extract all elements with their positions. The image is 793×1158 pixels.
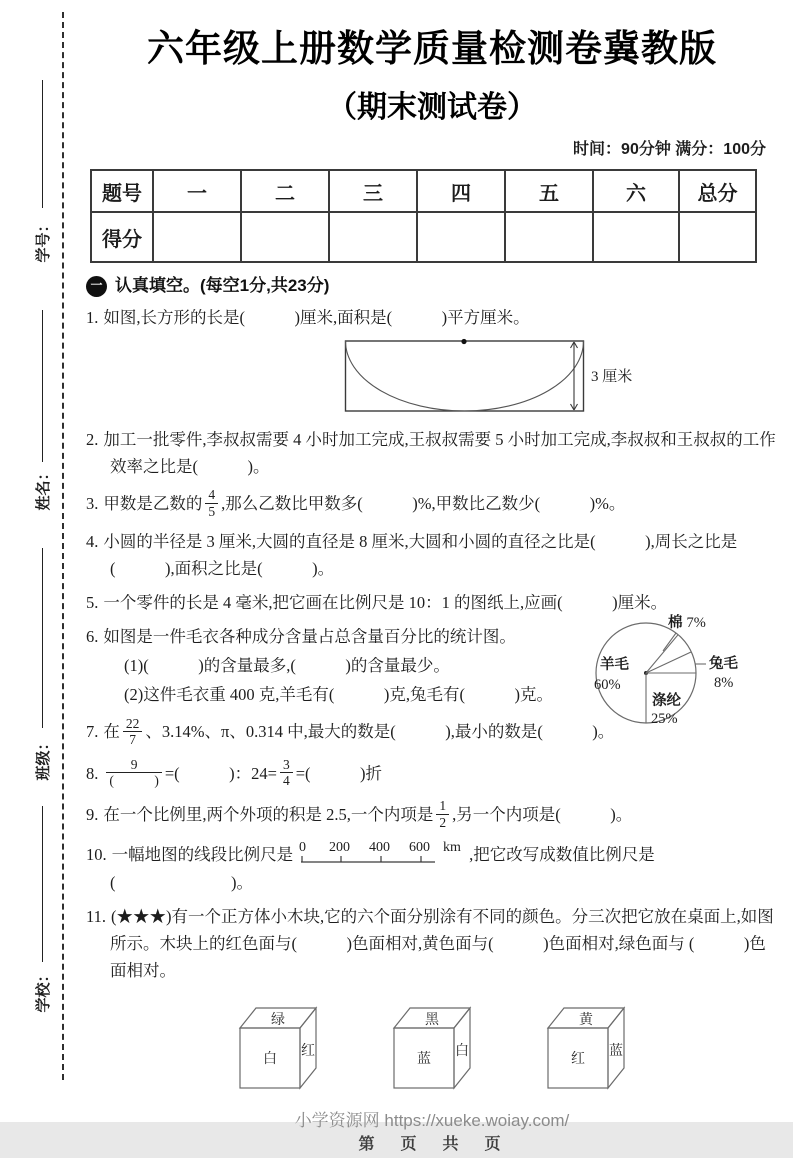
question-1-number: 1. (86, 308, 99, 328)
cube1-front-label: 白 (263, 1052, 277, 1068)
q1-rectangle-figure (344, 337, 656, 419)
cube1-top-label: 绿 (271, 1013, 285, 1029)
score-cell (241, 212, 329, 262)
question-1-text: 如图,长方形的长是( )厘米,面积是( )平方厘米。 (103, 308, 530, 328)
class-label: 班级： (36, 735, 52, 781)
student-id-blank-line (42, 80, 43, 208)
pie-value-rabbit: 8% (714, 675, 734, 692)
footer-site-text: 小学资源网 https://xueke.woiay.com/ (294, 1111, 570, 1131)
scale-tick-0: 0 (299, 840, 307, 856)
scale-tick-600: 600 (409, 840, 431, 856)
question-11-text: (★★★)有一个正方体小木块,它的六个面分别涂有不同的颜色。分三次把它放在桌面上,如图所示。木块上的红色面与( )色面相对,黄色面与( )色面相对,绿色面与 ( )色面相对。 (110, 907, 774, 981)
score-header-cell: 总分 (679, 170, 756, 212)
name-blank-line (42, 310, 43, 462)
q6-pie-chart (580, 605, 792, 775)
score-header-cell: 二 (241, 170, 329, 212)
question-11-number: 11. (86, 907, 107, 927)
question-6-sub2: (2)这件毛衣重 400 克,羊毛有( )克,兔毛有( )克。 (124, 685, 553, 705)
question-6-text: 如图是一件毛衣各种成分含量占总含量百分比的统计图。 (103, 627, 516, 647)
score-header-cell: 五 (505, 170, 593, 212)
question-4-text: 小圆的半径是 3 厘米,大圆的直径是 8 厘米,大圆和小圆的直径之比是( ),周长之比是 ( ),面积之比是( )。 (103, 532, 738, 579)
score-table-header-row (91, 170, 756, 212)
school-blank-line (42, 806, 43, 962)
cube2-front-label: 蓝 (417, 1052, 431, 1068)
question-10-number: 10. (86, 845, 107, 865)
question-6-number: 6. (86, 627, 99, 647)
question-10-text: 一幅地图的线段比例尺是 (111, 845, 294, 865)
question-7-text: 、3.14%、π、0.314 中,最大的数是( ),最小的数是( )。 (145, 722, 615, 742)
question-7-text: 在 (103, 722, 120, 742)
question-8-text: =( )：24= (164, 763, 277, 783)
score-header-cell: 一 (153, 170, 241, 212)
cube2-right-label: 白 (455, 1044, 469, 1060)
cube-figure-3 (546, 998, 638, 1094)
question-6-sub1: (1)( )的含量最多,( )的含量最少。 (124, 656, 450, 676)
score-cell (505, 212, 593, 262)
question-2-number: 2. (86, 430, 99, 450)
main-content (86, 0, 778, 1158)
cube3-front-label: 红 (571, 1052, 585, 1068)
question-11 (86, 903, 778, 984)
page-title: 六年级上册数学质量检测卷冀教版 (147, 28, 717, 69)
cube1-right-label: 红 (301, 1044, 315, 1060)
question-3 (86, 487, 778, 521)
question-5-text: 一个零件的长是 4 毫米,把它画在比例尺是 10：1 的图纸上,应画( )厘米。 (103, 593, 668, 613)
student-id-label: 学号： (36, 217, 52, 263)
question-5-number: 5. (86, 593, 99, 613)
question-10 (86, 839, 778, 896)
fraction-3-4: $\frac{3}{4}$ (280, 757, 293, 789)
question-2-text: 加工一批零件,李叔叔需要 4 小时加工完成,王叔叔需要 5 小时加工完成,李叔叔和王叔叔的工作效率之比是( )。 (103, 430, 776, 477)
score-header-cell: 四 (417, 170, 505, 212)
score-header-cell: 六 (593, 170, 679, 212)
q1-center-dot (461, 339, 466, 344)
score-row-label: 得分 (91, 212, 153, 262)
section-one-badge-icon: 一 (86, 276, 107, 297)
page-subtitle: （期末测试卷） (327, 91, 537, 125)
question-9-text: ,另一个内项是( )。 (452, 804, 633, 824)
question-7-number: 7. (86, 722, 99, 742)
fraction-9-blank: $\frac{9}{( )}$ (106, 757, 162, 789)
footer-page-line: 第 页 共 页 (358, 1136, 506, 1154)
cube3-top-label: 黄 (579, 1013, 593, 1029)
score-header-cell: 题号 (91, 170, 153, 212)
question-3-number: 3. (86, 494, 99, 514)
pie-label-rabbit: 兔毛 (709, 656, 738, 673)
fraction-22-7: $\frac{22}{7}$ (123, 716, 143, 748)
question-9 (86, 798, 778, 832)
scale-tick-200: 200 (329, 840, 351, 856)
q1-semicircle-arc (346, 341, 584, 411)
pie-value-polyester: 25% (651, 711, 678, 728)
section-one-heading (86, 275, 778, 297)
question-2 (86, 426, 778, 480)
q1-rectangle (346, 341, 584, 411)
q1-measure-arrow (571, 342, 578, 410)
score-table (90, 169, 757, 263)
score-cell (153, 212, 241, 262)
section-one-title: 认真填空。(每空1分,共23分) (115, 276, 330, 296)
cube-figure-1 (238, 998, 330, 1094)
scale-tick-400: 400 (369, 840, 391, 856)
question-4-number: 4. (86, 532, 99, 552)
name-label: 姓名： (36, 465, 52, 511)
school-label: 学校： (36, 967, 52, 1013)
scale-unit: km (443, 840, 462, 856)
question-10-text: ,把它改写成数值比例尺是( )。 (110, 845, 655, 893)
question-9-number: 9. (86, 804, 99, 824)
class-blank-line (42, 548, 43, 728)
question-9-text: 在一个比例里,两个外项的积是 2.5,一个内项是 (103, 804, 434, 824)
score-cell (593, 212, 679, 262)
fraction-1-2: $\frac{1}{2}$ (436, 798, 449, 830)
question-8-text: =( )折 (295, 763, 383, 783)
pie-label-polyester: 涤纶 (652, 693, 681, 710)
score-cell (679, 212, 756, 262)
fraction-4-5: $\frac{4}{5}$ (205, 487, 218, 519)
question-3-text: ,那么乙数比甲数多( )%,甲数比乙数少( )%。 (221, 494, 626, 514)
binding-dashed-line (62, 12, 64, 1080)
pie-slice-lines (646, 633, 706, 723)
score-table-score-row (91, 212, 756, 262)
question-6 (86, 615, 778, 728)
pie-value-wool: 60% (594, 677, 621, 694)
cube3-right-label: 蓝 (609, 1044, 623, 1060)
pie-label-wool: 羊毛 (600, 657, 629, 674)
pie-label-cotton: 棉 7% (668, 615, 706, 632)
question-3-text: 甲数是乙数的 (103, 494, 203, 514)
cube-figure-2 (392, 998, 484, 1094)
q1-measure-label: 3 厘米 (591, 369, 633, 386)
question-8-number: 8. (86, 763, 99, 783)
question-4 (86, 528, 778, 582)
question-1 (86, 304, 778, 331)
exam-meta: 时间：90分钟 满分：100分 (573, 141, 766, 159)
q10-scale-bar (295, 839, 467, 869)
score-header-cell: 三 (329, 170, 417, 212)
cube2-top-label: 黑 (425, 1013, 439, 1029)
score-cell (329, 212, 417, 262)
score-cell (417, 212, 505, 262)
q11-cube-figures (238, 998, 778, 1094)
scale-line (301, 856, 435, 862)
